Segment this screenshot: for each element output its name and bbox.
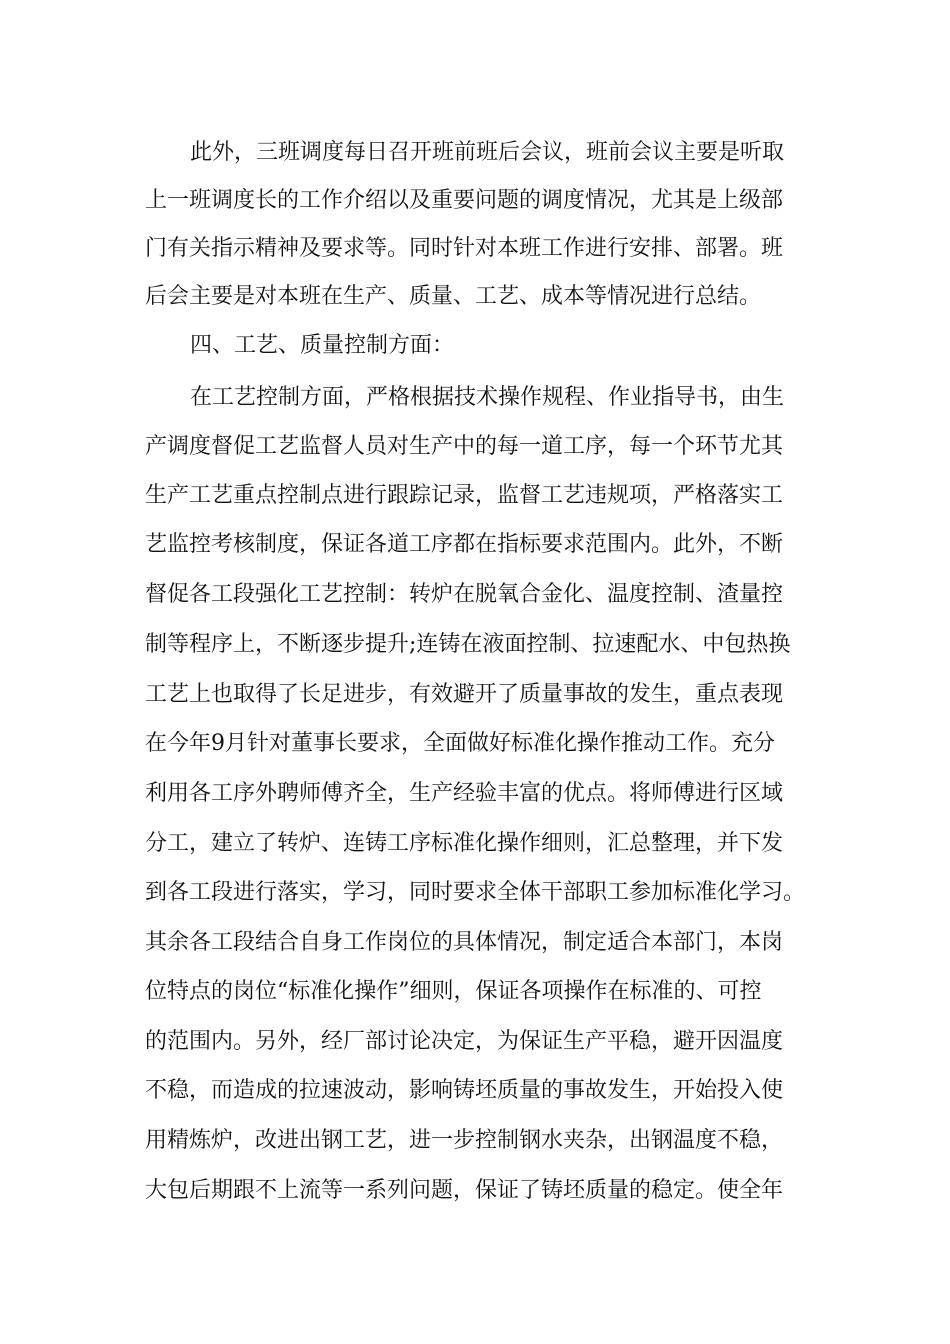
text-line: 位特点的岗位“标准化操作”细则，保证各项操作在标准的、可控 (145, 979, 762, 1004)
text-line: 用精炼炉，改进出钢工艺，进一步控制钢水夹杂，出钢温度不稳， (145, 1128, 784, 1153)
section-heading: 四、工艺、质量控制方面： (190, 333, 455, 358)
text-line: 在工艺控制方面，严格根据技术操作规程、作业指导书，由生 (190, 385, 785, 410)
text-line: 到各工段进行落实，学习，同时要求全体干部职工参加标准化学习。 (145, 880, 806, 905)
text-line: 制等程序上，不断逐步提升;连铸在液面控制、拉速配水、中包热换 (145, 632, 791, 657)
text-line: 督促各工段强化工艺控制：转炉在脱氧合金化、温度控制、渣量控 (145, 582, 784, 607)
text-line: 分工，建立了转炉、连铸工序标准化操作细则，汇总整理，并下发 (145, 831, 784, 856)
text-line: 工艺上也取得了长足进步，有效避开了质量事故的发生，重点表现 (145, 682, 784, 707)
text-line: 门有关指示精神及要求等。同时针对本班工作进行安排、部署。班 (145, 236, 784, 261)
text-line: 后会主要是对本班在生产、质量、工艺、成本等情况进行总结。 (145, 284, 762, 309)
text-line: 利用各工序外聘师傅齐全，生产经验丰富的优点。将师傅进行区域 (145, 781, 784, 806)
text-line: 在今年9月针对董事长要求，全面做好标准化操作推动工作。充分 (145, 731, 775, 756)
text-line: 其余各工段结合自身工作岗位的具体情况，制定适合本部门，本岗 (145, 930, 784, 955)
text-line: 生产工艺重点控制点进行跟踪记录，监督工艺违规项，严格落实工 (145, 483, 784, 508)
text-line: 大包后期跟不上流等一系列问题，保证了铸坯质量的稳定。使全年 (145, 1178, 784, 1203)
text-line: 不稳，而造成的拉速波动，影响铸坯质量的事故发生，开始投入使 (145, 1078, 784, 1103)
text-line: 产调度督促工艺监督人员对生产中的每一道工序，每一个环节尤其 (145, 434, 784, 459)
text-line: 的范围内。另外，经厂部讨论决定，为保证生产平稳，避开因温度 (145, 1029, 784, 1054)
text-line: 上一班调度长的工作介绍以及重要问题的调度情况，尤其是上级部 (145, 188, 784, 213)
text-line: 此外，三班调度每日召开班前班后会议，班前会议主要是听取 (190, 140, 785, 165)
text-line: 艺监控考核制度，保证各道工序都在指标要求范围内。此外，不断 (145, 532, 784, 557)
